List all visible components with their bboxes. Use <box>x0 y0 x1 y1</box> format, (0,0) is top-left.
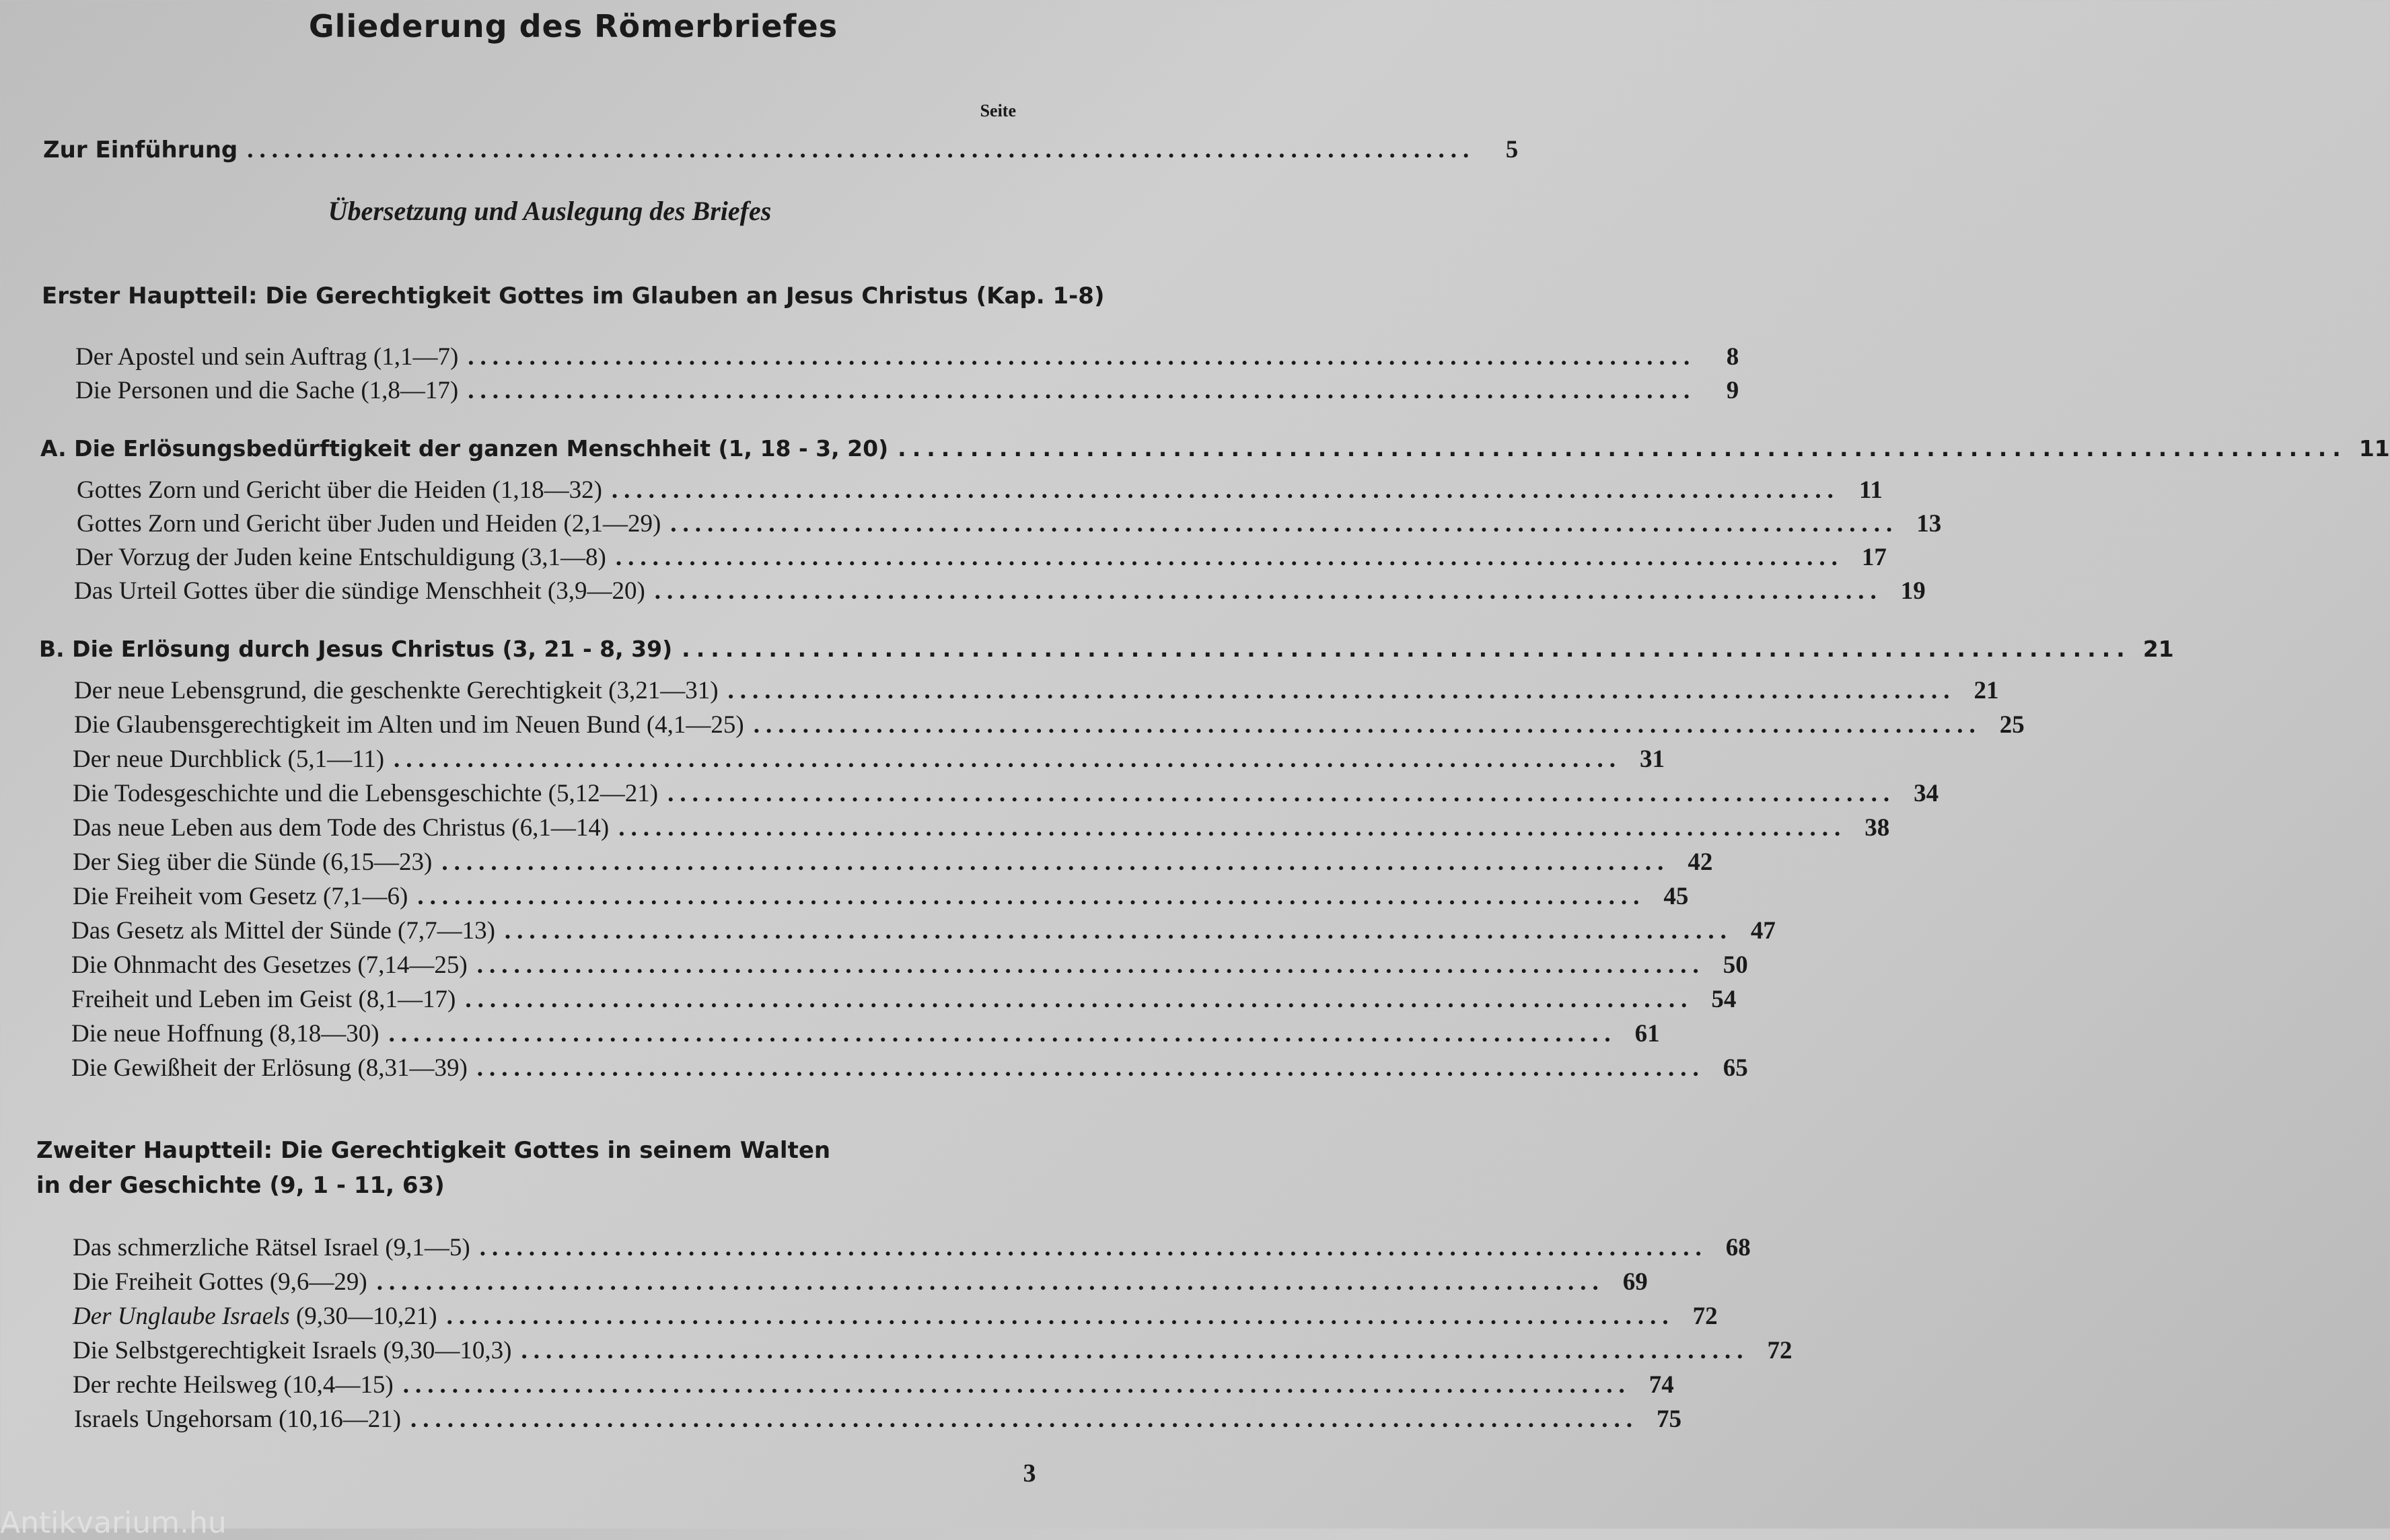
leader-dots: .................................................................................................... <box>247 136 1476 163</box>
toc-entry[interactable] <box>71 983 1737 1017</box>
part2-heading-line1: Zweiter Hauptteil: Die Gerechtigkeit Gottes in seinem Walten <box>36 1137 831 1164</box>
toc-entry[interactable] <box>73 811 1890 845</box>
toc-entry-page: 19 <box>1900 577 1926 605</box>
toc-entry-intro[interactable] <box>43 133 1519 167</box>
toc-entry-page: 5 <box>1505 136 1519 163</box>
section-a-heading[interactable] <box>40 432 2390 466</box>
leader-dots: .................................................................................................... <box>682 636 2131 662</box>
leader-dots: .................................................................................................... <box>615 544 1844 571</box>
leader-dots: .................................................................................................... <box>504 917 1733 945</box>
toc-entry[interactable] <box>71 949 1748 982</box>
toc-entry[interactable] <box>73 1368 1674 1402</box>
toc-entry[interactable] <box>73 1266 1648 1299</box>
toc-entry-page: 17 <box>1861 544 1887 571</box>
toc-entry-page: 54 <box>1711 986 1737 1013</box>
leader-dots: .................................................................................................... <box>417 883 1646 910</box>
toc-entry-text: Der rechte Heilsweg (10,4—15) <box>73 1371 394 1399</box>
toc-entry-text: Die Freiheit vom Gesetz (7,1—6) <box>73 883 408 910</box>
toc-entry-text <box>73 1300 437 1333</box>
toc-entry[interactable] <box>73 1300 1718 1333</box>
toc-entry[interactable] <box>73 880 1689 914</box>
toc-entry-text: Die Personen und die Sache (1,8—17) <box>75 377 459 404</box>
toc-entry-page: 65 <box>1723 1054 1748 1082</box>
toc-entry-text: Das Urteil Gottes über die sündige Menschheit (3,9—20) <box>74 577 645 605</box>
toc-entry-page: 42 <box>1688 848 1713 876</box>
leader-dots: .................................................................................................... <box>476 951 1705 979</box>
section-subtitle: Übersetzung und Auslegung des Briefes <box>328 196 772 226</box>
toc-entry-page: 38 <box>1864 814 1890 842</box>
watermark: Antikvarium.hu <box>0 1506 227 1540</box>
toc-entry[interactable] <box>73 846 1713 879</box>
leader-dots: .................................................................................................... <box>468 377 1696 404</box>
toc-entry-page: 11 <box>1858 476 1883 504</box>
leader-dots: .................................................................................................... <box>441 848 1670 876</box>
leader-dots: .................................................................................................... <box>611 476 1840 504</box>
toc-entry-text: Das schmerzliche Rätsel Israel (9,1—5) <box>73 1234 470 1261</box>
toc-entry-text: Der Sieg über die Sünde (6,15—23) <box>73 848 433 876</box>
leader-dots: .................................................................................................... <box>898 435 2347 462</box>
toc-entry[interactable] <box>71 1052 1748 1085</box>
toc-entry[interactable] <box>77 507 1942 541</box>
toc-entry-text: Zur Einführung <box>43 137 238 163</box>
leader-dots: .................................................................................................... <box>468 343 1696 371</box>
toc-entry-italic: Der Unglaube Israels <box>73 1303 290 1330</box>
toc-entry-text: Die Selbstgerechtigkeit Israels (9,30—10,3) <box>73 1337 512 1364</box>
toc-entry-page: 75 <box>1657 1405 1682 1433</box>
toc-entry[interactable] <box>73 1334 1792 1368</box>
toc-entry-page: 50 <box>1723 951 1748 979</box>
page-title: Gliederung des Römerbriefes <box>308 8 838 44</box>
leader-dots: .................................................................................................... <box>446 1303 1675 1330</box>
toc-entry[interactable] <box>75 340 1739 374</box>
toc-entry[interactable] <box>74 708 2025 742</box>
toc-entry-text: Gottes Zorn und Gericht über Juden und Heiden (2,1—29) <box>77 510 661 538</box>
toc-entry-page: 69 <box>1622 1268 1648 1296</box>
toc-entry-page: 47 <box>1750 917 1776 945</box>
toc-entry-page: 45 <box>1663 883 1689 910</box>
toc-entry[interactable] <box>73 1231 1751 1265</box>
toc-entry-text: Freiheit und Leben im Geist (8,1—17) <box>71 986 456 1013</box>
toc-entry-page: 61 <box>1634 1020 1660 1048</box>
toc-entry-page: 8 <box>1726 343 1739 371</box>
toc-entry-page: 9 <box>1726 377 1739 404</box>
part2-heading-line2: in der Geschichte (9, 1 - 11, 63) <box>36 1172 445 1199</box>
leader-dots: .................................................................................................... <box>476 1054 1705 1082</box>
toc-entry-page: 74 <box>1649 1371 1674 1399</box>
toc-entry-text: Der Apostel und sein Auftrag (1,1—7) <box>75 343 459 371</box>
toc-entry-page: 21 <box>1973 677 1999 704</box>
leader-dots: .................................................................................................... <box>727 677 1956 704</box>
leader-dots: .................................................................................................... <box>618 814 1847 842</box>
leader-dots: .................................................................................................... <box>654 577 1883 605</box>
toc-entry[interactable] <box>74 1403 1682 1436</box>
toc-entry[interactable] <box>71 1017 1660 1051</box>
toc-entry-text: Die neue Hoffnung (8,18—30) <box>71 1020 379 1048</box>
toc-entry-page: 11 <box>2358 435 2390 462</box>
page-column-label: Seite <box>980 101 1016 120</box>
toc-entry-text: Die Ohnmacht des Gesetzes (7,14—25) <box>71 951 468 979</box>
toc-entry-page: 25 <box>1999 711 2025 739</box>
toc-entry-text: Das Gesetz als Mittel der Sünde (7,7—13) <box>71 917 495 945</box>
leader-dots: .................................................................................................... <box>410 1405 1639 1433</box>
toc-entry-range: (9,30—10,21) <box>289 1303 437 1330</box>
toc-entry-page: 34 <box>1914 780 1939 807</box>
toc-entry-text: Der Vorzug der Juden keine Entschuldigung (3,1—8) <box>75 544 606 571</box>
toc-entry-page: 13 <box>1916 510 1942 538</box>
toc-entry-text: Das neue Leben aus dem Tode des Christus (6,1—14) <box>73 814 610 842</box>
toc-entry-text: Der neue Lebensgrund, die geschenkte Gerechtigkeit (3,21—31) <box>74 677 719 704</box>
toc-entry[interactable] <box>75 541 1887 575</box>
toc-entry[interactable] <box>74 674 1999 708</box>
section-b-heading[interactable] <box>39 632 2174 666</box>
toc-entry-text: Die Freiheit Gottes (9,6—29) <box>73 1268 367 1296</box>
leader-dots: .................................................................................................... <box>376 1268 1605 1296</box>
toc-entry-text: B. Die Erlösung durch Jesus Christus (3, 21 - 8, 39) <box>39 636 673 662</box>
toc-entry-text: A. Die Erlösungsbedürftigkeit der ganzen Menschheit (1, 18 - 3, 20) <box>40 435 889 462</box>
leader-dots: .................................................................................................... <box>753 711 1982 739</box>
toc-entry-page: 21 <box>2142 636 2174 662</box>
toc-entry-text: Der neue Durchblick (5,1—11) <box>73 745 385 773</box>
leader-dots: .................................................................................................... <box>667 780 1896 807</box>
leader-dots: .................................................................................................... <box>479 1234 1708 1261</box>
leader-dots: .................................................................................................... <box>521 1337 1749 1364</box>
toc-entry-text: Die Todesgeschichte und die Lebensgeschichte (5,12—21) <box>73 780 659 807</box>
toc-entry-text: Israels Ungehorsam (10,16—21) <box>74 1405 402 1433</box>
leader-dots: .................................................................................................... <box>402 1371 1631 1399</box>
leader-dots: .................................................................................................... <box>394 745 1622 773</box>
leader-dots: .................................................................................................... <box>388 1020 1617 1048</box>
toc-entry[interactable] <box>71 914 1776 948</box>
toc-entry[interactable] <box>73 743 1665 776</box>
toc-entry[interactable] <box>75 374 1739 408</box>
part1-heading: Erster Hauptteil: Die Gerechtigkeit Gottes im Glauben an Jesus Christus (Kap. 1-8) <box>42 283 1105 309</box>
toc-entry[interactable] <box>73 777 1939 811</box>
leader-dots: .................................................................................................... <box>465 986 1694 1013</box>
toc-entry-page: 31 <box>1640 745 1665 773</box>
toc-entry-text: Gottes Zorn und Gericht über die Heiden (1,18—32) <box>77 476 602 504</box>
toc-entry[interactable] <box>74 575 1926 608</box>
page-number: 3 <box>1023 1459 1036 1488</box>
toc-entry-text: Die Glaubensgerechtigkeit im Alten und im Neuen Bund (4,1—25) <box>74 711 744 739</box>
toc-entry-text: Die Gewißheit der Erlösung (8,31—39) <box>71 1054 468 1082</box>
toc-entry[interactable] <box>77 474 1883 507</box>
leader-dots: .................................................................................................... <box>670 510 1899 538</box>
toc-entry-page: 72 <box>1767 1337 1792 1364</box>
toc-entry-page: 68 <box>1725 1234 1751 1261</box>
toc-entry-page: 72 <box>1692 1303 1718 1330</box>
